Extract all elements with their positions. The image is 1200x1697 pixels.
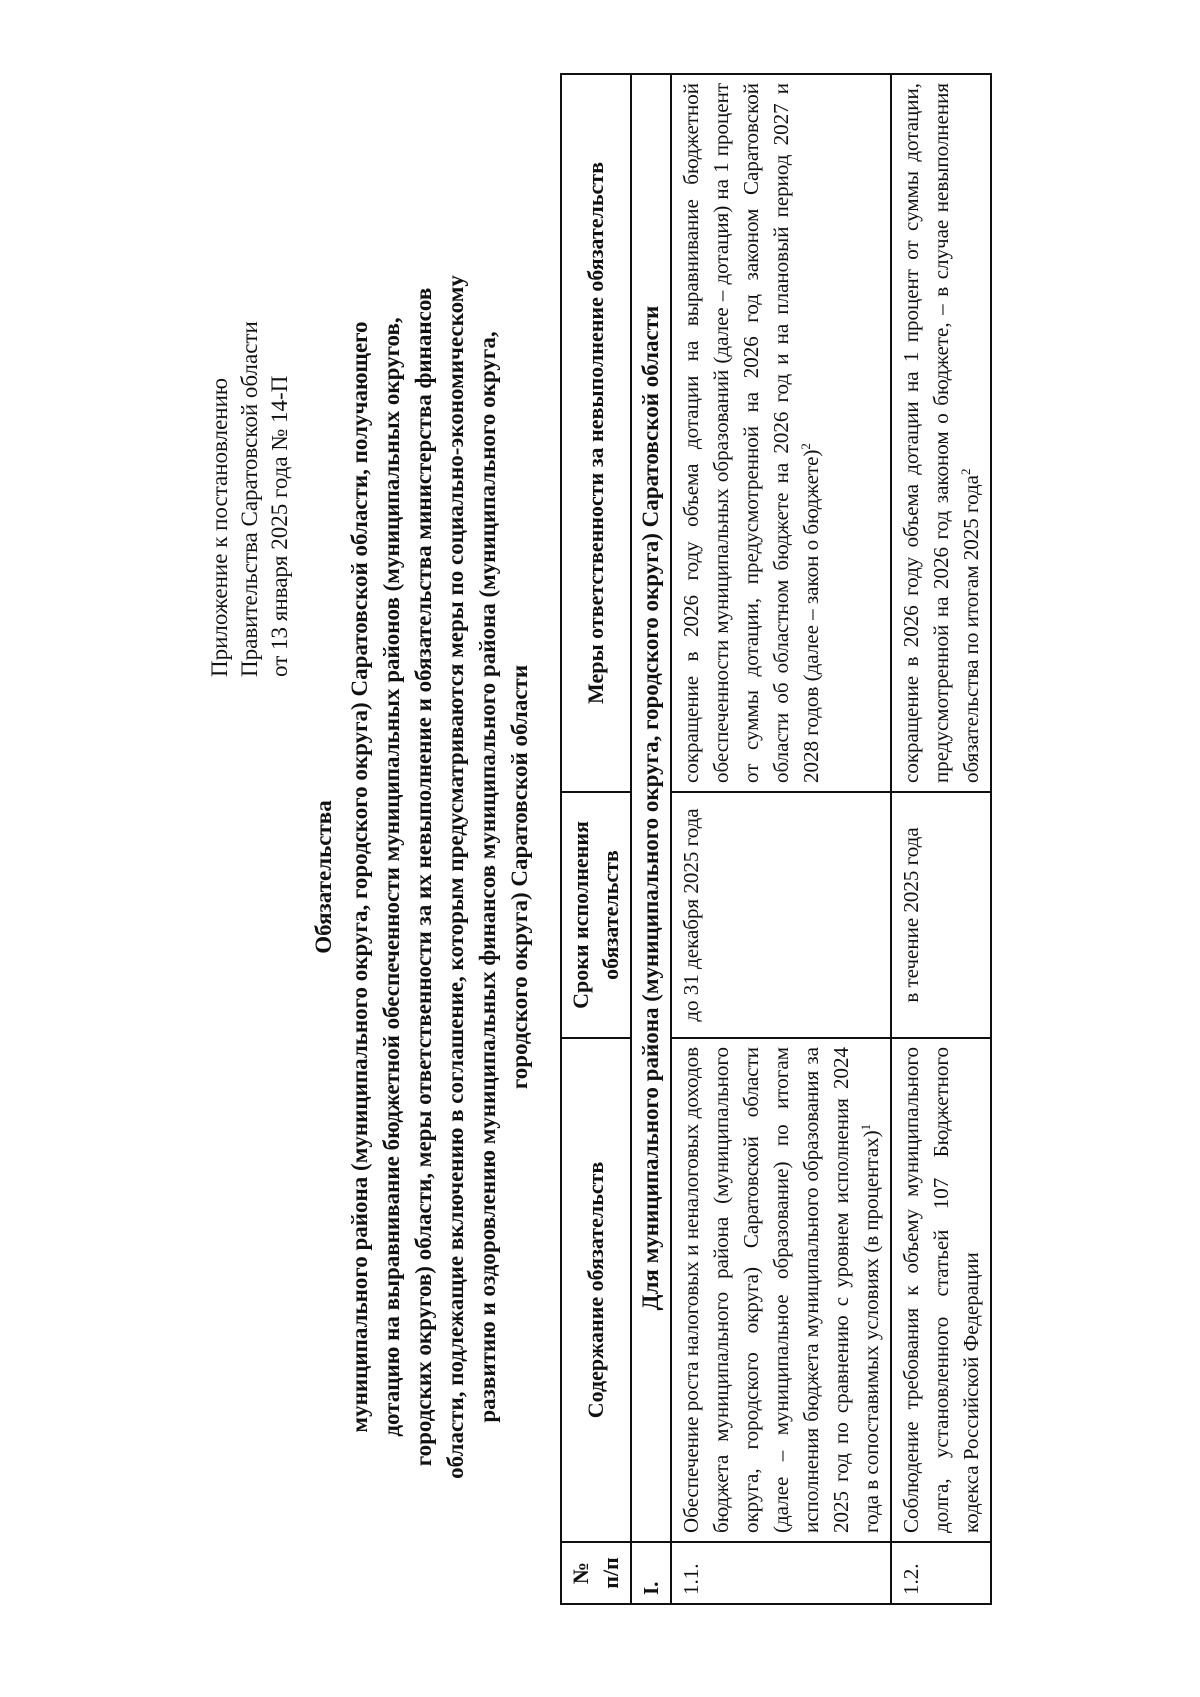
row-measures-text: сокращение в 2026 году объема дотации на выравнивание бюджетной обеспеченности муниципальных образований (далее – дотация) на 1 процент от суммы дотации, предусмотренной на 2026 год законом Саратовской области об областном бюджете на 2026 год и на плановый период 2027 и 2028 годов (далее – закон о бюджете) [679, 83, 823, 783]
row-content [671, 1038, 891, 1542]
section-title: Для муниципального района (муниципального округа, городского округа) Саратовской области [631, 74, 671, 1542]
row-measures-text: сокращение в 2026 году объема дотации на 1 процент от суммы дотации, предусмотренной на 2026 год законом о бюджете, – в случае невыполнения обязательства по итогам 2025 года [899, 83, 983, 783]
footnote-ref: 1 [858, 1123, 873, 1131]
row-measures [891, 74, 991, 792]
table-header-row [561, 74, 631, 1604]
row-deadline: в течение 2025 года [891, 792, 991, 1038]
footnote-ref: 2 [798, 443, 813, 450]
title-word: Обязательства [311, 800, 336, 954]
title-line: дотацию на выравнивание бюджетной обеспеченности муниципальных районов (муниципальных округов, [379, 317, 404, 1437]
title-line: муниципального района (муниципального округа, городского округа) Саратовской области, получающего [347, 321, 372, 1433]
header-measures: Меры ответственности за невыполнение обязательств [561, 74, 631, 792]
section-row [631, 74, 671, 1604]
footnote-ref: 2 [958, 468, 973, 475]
section-num: I. [631, 1542, 671, 1604]
row-content [891, 1038, 991, 1542]
header-num: № п/п [561, 1542, 631, 1604]
row-content-text: Обеспечение роста налоговых и неналоговых доходов бюджета муниципального района (муниципального округа, городского округа) Саратовской области (далее – муниципальное образование) по итогам исполнения бюджета муниципального образования за 2025 год по сравнению с уровнем исполнения 2024 года в сопоставимых условиях (в процентах) [679, 1047, 883, 1533]
row-deadline: до 31 декабря 2025 года [671, 792, 891, 1038]
title-line: области, подлежащие включению в соглашение, которым предусматриваются меры по социально-экономическому [443, 275, 468, 1479]
header-content: Содержание обязательств [561, 1038, 631, 1542]
appendix-line-1: Приложение к постановлению [207, 377, 232, 677]
title-line: городских округов) области, меры ответственности за их невыполнение и обязательства министерства финансов [411, 287, 436, 1467]
row-content-text: Соблюдение требования к объему муниципального долга, установленного статьей 107 Бюджетного кодекса Российской Федерации [899, 1047, 983, 1533]
header-deadline: Сроки исполнения обязательств [561, 792, 631, 1038]
obligations-table [560, 73, 992, 1605]
appendix-line-2: Правительства Саратовской области [237, 321, 262, 677]
row-measures [671, 74, 891, 792]
title-line: развитию и оздоровлению муниципальных финансов муниципального района (муниципального округа, [475, 331, 500, 1423]
table-row [671, 74, 891, 1604]
appendix-note [205, 247, 295, 677]
row-num: 1.1. [671, 1542, 891, 1604]
table-row [891, 74, 991, 1604]
document-title [308, 177, 536, 1577]
row-num: 1.2. [891, 1542, 991, 1604]
title-line: городского округа) Саратовской области [507, 664, 532, 1090]
appendix-line-3: от 13 января 2025 года № 14-П [267, 375, 292, 677]
